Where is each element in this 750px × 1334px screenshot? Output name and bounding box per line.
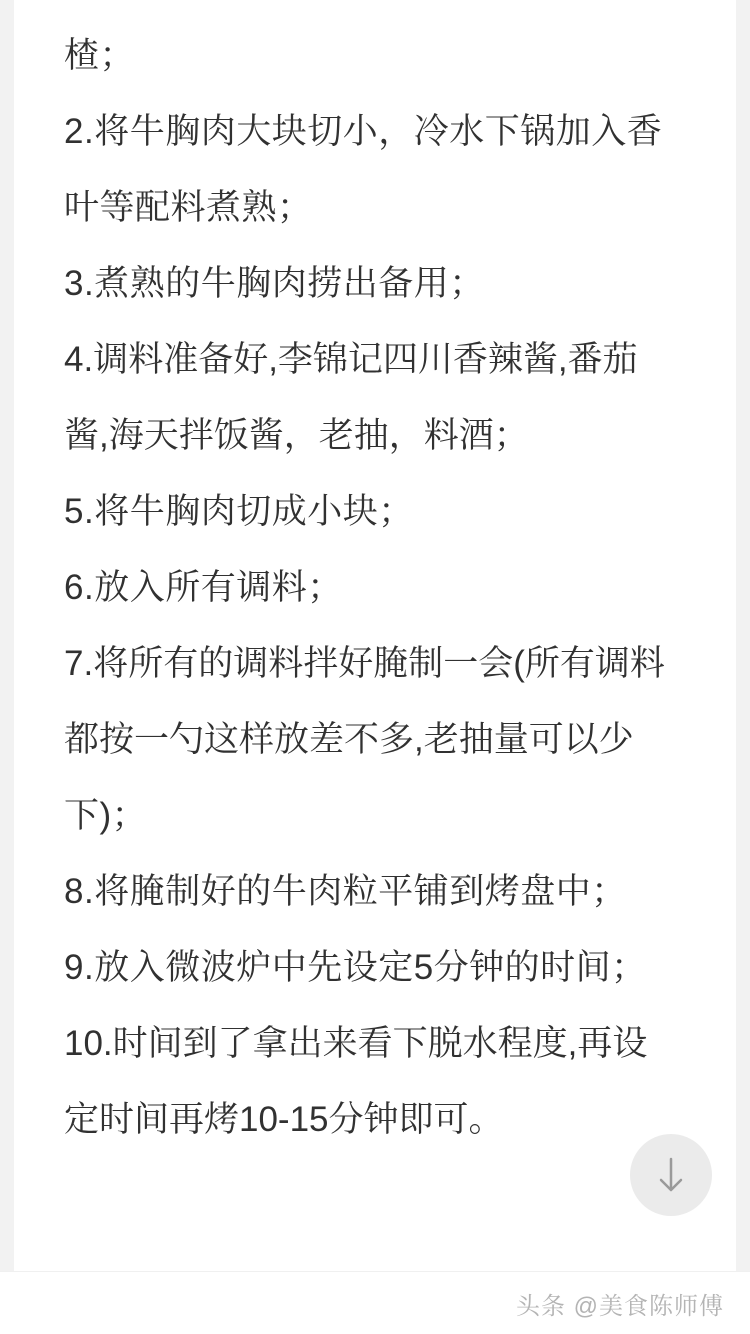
watermark-text: 头条 @美食陈师傅 bbox=[515, 1292, 724, 1320]
scroll-down-button[interactable] bbox=[630, 1134, 712, 1216]
page-gutter-left bbox=[0, 0, 14, 1334]
article-line: 6.放入所有调料； bbox=[64, 568, 343, 607]
article-line: 9.放入微波炉中先设定5分钟的时间； bbox=[64, 948, 647, 987]
article-line: 4.调料准备好,李锦记四川香辣酱,番茄 bbox=[64, 340, 638, 379]
footer-watermark bbox=[0, 1272, 750, 1334]
article-body bbox=[14, 0, 736, 1334]
article-line: 定时间再烤10-15分钟即可。 bbox=[64, 1100, 504, 1139]
article-line: 叶等配料煮熟； bbox=[64, 188, 313, 227]
article-line: 7.将所有的调料拌好腌制一会(所有调料 bbox=[64, 644, 665, 683]
article-line: 酱,海天拌饭酱，老抽，料酒； bbox=[64, 416, 529, 455]
article-line: 2.将牛胸肉大块切小，冷水下锅加入香 bbox=[64, 112, 663, 151]
arrow-down-icon bbox=[654, 1155, 688, 1195]
article-line: 楂； bbox=[64, 36, 136, 75]
article-line: 都按一勺这样放差不多,老抽量可以少 bbox=[64, 720, 634, 759]
page-gutter-right bbox=[736, 0, 750, 1334]
article-line: 5.将牛胸肉切成小块； bbox=[64, 492, 414, 531]
article-line: 3.煮熟的牛胸肉捞出备用； bbox=[64, 264, 485, 303]
article-line: 10.时间到了拿出来看下脱水程度,再设 bbox=[64, 1024, 648, 1063]
article-line: 8.将腌制好的牛肉粒平铺到烤盘中； bbox=[64, 872, 627, 911]
article-line: 下)； bbox=[64, 796, 148, 835]
